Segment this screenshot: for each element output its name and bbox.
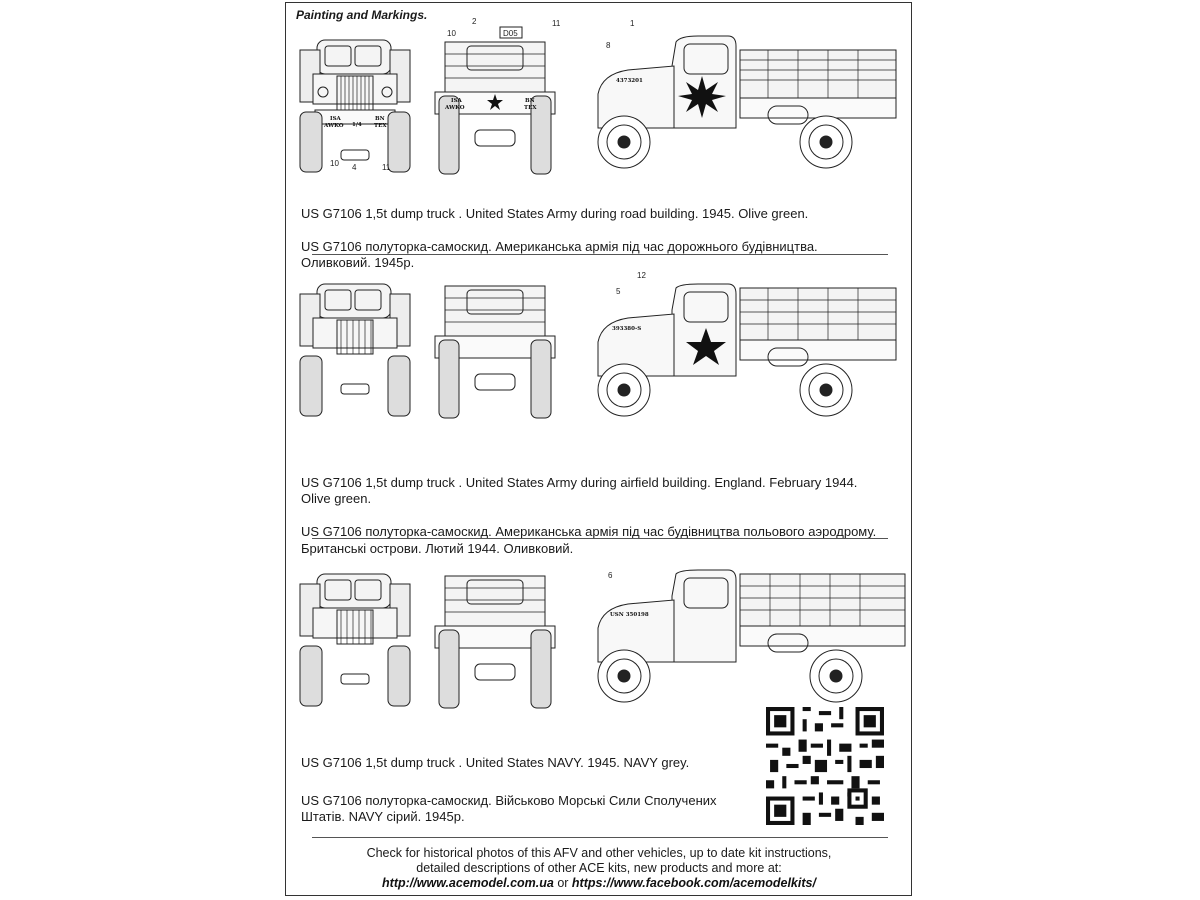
scheme-2-caption-uk: US G7106 полуторка-самоскид. Американська армія під час будівництва польового аэродрому. Британські острови. Лютий 1944. Оливковий. bbox=[301, 524, 877, 556]
scheme-3-caption bbox=[301, 738, 717, 842]
scheme-1-caption-en: US G7106 1,5t dump truck . United States Army during road building. 1945. Olive green. bbox=[301, 205, 809, 221]
qr-code-icon[interactable] bbox=[766, 707, 884, 825]
callout-12: 12 bbox=[637, 271, 646, 280]
callout-8: 8 bbox=[606, 41, 611, 50]
svg-text:4373201: 4373201 bbox=[616, 78, 643, 84]
footer bbox=[288, 846, 910, 891]
callout-d05: D05 bbox=[503, 29, 518, 38]
svg-text:TEX: TEX bbox=[524, 105, 537, 111]
callout-11: 11 bbox=[382, 163, 391, 172]
scheme-2-caption-en: US G7106 1,5t dump truck . United States Army during airfield building. England. February 1944. Olive green. bbox=[301, 474, 858, 506]
callout-10: 10 bbox=[330, 159, 339, 168]
acemodel-website-link[interactable]: http://www.acemodel.com.ua bbox=[382, 876, 554, 890]
scheme-3-caption-en: US G7106 1,5t dump truck . United States NAVY. 1945. NAVY grey. bbox=[301, 754, 690, 770]
svg-text:BN: BN bbox=[525, 98, 535, 104]
callout-2: 2 bbox=[472, 18, 477, 26]
scheme-2-caption bbox=[301, 458, 876, 574]
svg-text:393380-S: 393380-S bbox=[612, 326, 642, 332]
scheme-1-views bbox=[290, 18, 905, 183]
callout-5: 5 bbox=[616, 287, 621, 296]
page-title: Painting and Markings. bbox=[296, 8, 428, 22]
rear-view bbox=[435, 286, 555, 418]
side-view bbox=[598, 284, 896, 416]
footer-links bbox=[288, 876, 910, 891]
scheme-3-cargo-bed bbox=[738, 570, 908, 710]
rear-view bbox=[435, 576, 555, 708]
svg-text:BN: BN bbox=[375, 116, 385, 122]
footer-line-1: Check for historical photos of this AFV and other vehicles, up to date kit instructions, bbox=[366, 846, 832, 860]
side-view bbox=[598, 36, 896, 168]
scheme-3-views bbox=[290, 566, 750, 711]
facebook-link[interactable]: https://www.facebook.com/acemodelkits/ bbox=[571, 876, 816, 890]
callout-1: 1 bbox=[630, 19, 635, 28]
side-view bbox=[598, 570, 736, 702]
svg-text:TEX: TEX bbox=[374, 123, 387, 129]
divider-3 bbox=[312, 837, 888, 838]
callout-10-rear: 10 bbox=[447, 29, 456, 38]
front-view bbox=[300, 574, 410, 706]
front-view bbox=[300, 284, 410, 416]
svg-text:ISA: ISA bbox=[330, 116, 341, 122]
rear-view bbox=[435, 42, 555, 174]
svg-text:USN 350198: USN 350198 bbox=[610, 612, 649, 618]
scheme-2-views bbox=[290, 270, 905, 420]
callout-4: 4 bbox=[352, 163, 357, 172]
footer-line-2: detailed descriptions of other ACE kits, new products and more at: bbox=[416, 861, 782, 875]
divider-2 bbox=[312, 538, 888, 539]
callout-6: 6 bbox=[608, 571, 613, 580]
svg-text:AWKO: AWKO bbox=[445, 105, 465, 111]
svg-text:ISA: ISA bbox=[451, 98, 462, 104]
scheme-1-caption-uk: US G7106 полуторка-самоскид. Американська армія під час дорожнього будівництва. Оливковий. 1945р. bbox=[301, 238, 818, 270]
svg-text:1/4: 1/4 bbox=[352, 122, 362, 128]
divider-1 bbox=[312, 254, 888, 255]
footer-or: or bbox=[553, 876, 572, 890]
scheme-3-caption-uk: US G7106 полуторка-самоскид. Військово Морські Сили Сполучених Штатів. NAVY сірий. 1945р. bbox=[301, 792, 717, 824]
svg-text:AWKO: AWKO bbox=[324, 123, 344, 129]
callout-11-rear: 11 bbox=[552, 19, 561, 28]
front-view bbox=[300, 40, 410, 172]
